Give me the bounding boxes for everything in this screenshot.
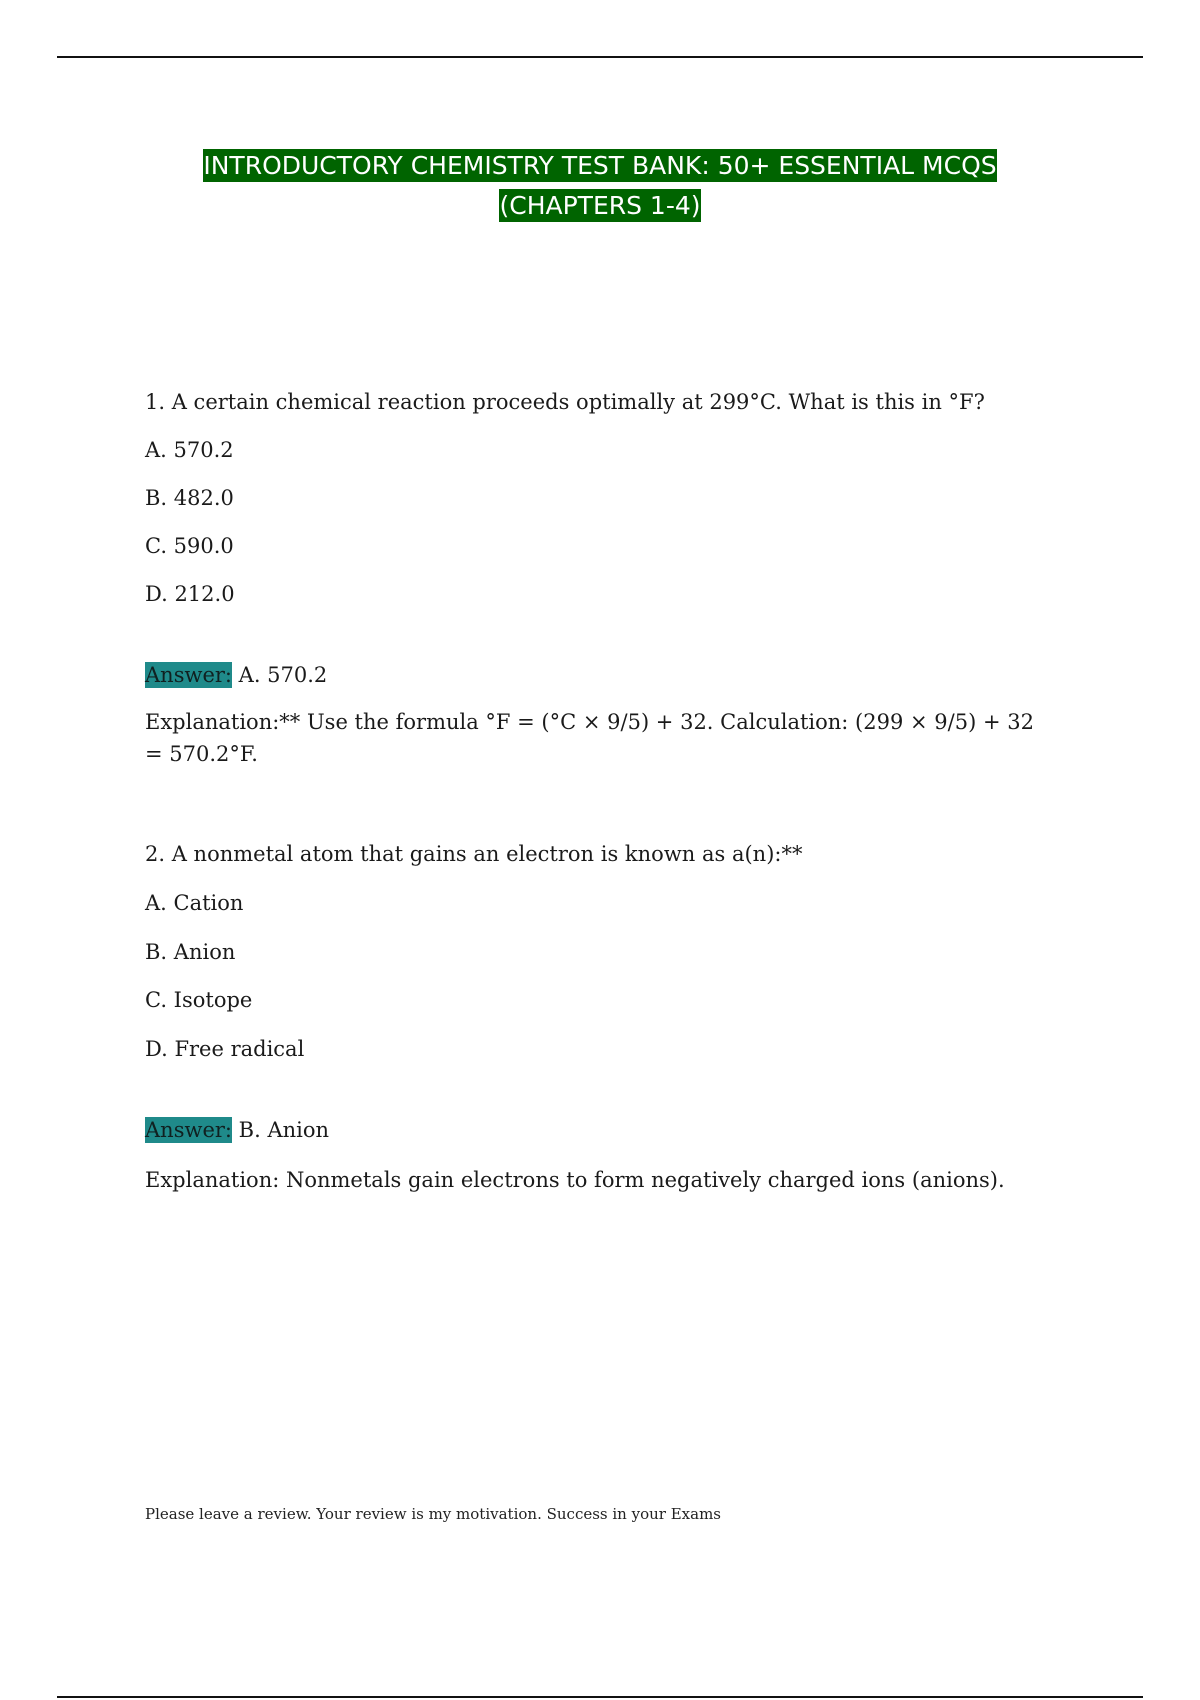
answer-label: Answer:	[145, 1118, 232, 1142]
option-a: A. Cation	[145, 891, 244, 915]
option-b: B. Anion	[145, 940, 236, 964]
option-a: A. 570.2	[145, 438, 234, 462]
explanation: Explanation:** Use the formula °F = (°C × 9/5) + 32. Calculation: (299 × 9/5) + 32 = 570.2°F.	[145, 710, 1034, 766]
answer-row	[145, 1118, 329, 1142]
explanation: Explanation: Nonmetals gain electrons to form negatively charged ions (anions).	[145, 1168, 1005, 1192]
question-text: 2. A nonmetal atom that gains an electron is known as a(n):**	[145, 842, 803, 866]
footer-note: Please leave a review. Your review is my motivation. Success in your Exams	[145, 1505, 721, 1523]
title-line-2: (CHAPTERS 1-4)	[499, 191, 701, 220]
answer-value: B. Anion	[231, 1118, 330, 1142]
question-text: 1. A certain chemical reaction proceeds optimally at 299°C. What is this in °F?	[145, 390, 985, 414]
option-c: C. Isotope	[145, 988, 253, 1012]
option-b: B. 482.0	[145, 486, 234, 510]
option-c: C. 590.0	[145, 534, 234, 558]
option-d: D. 212.0	[145, 582, 235, 606]
option-d: D. Free radical	[145, 1037, 305, 1061]
document-title	[0, 146, 1200, 226]
title-line-1: INTRODUCTORY CHEMISTRY TEST BANK: 50+ ESSENTIAL MCQS	[203, 151, 997, 180]
answer-label: Answer:	[145, 663, 232, 687]
bottom-rule	[57, 1696, 1143, 1698]
answer-value: A. 570.2	[231, 663, 328, 687]
top-rule	[57, 56, 1143, 58]
answer-row	[145, 663, 327, 687]
